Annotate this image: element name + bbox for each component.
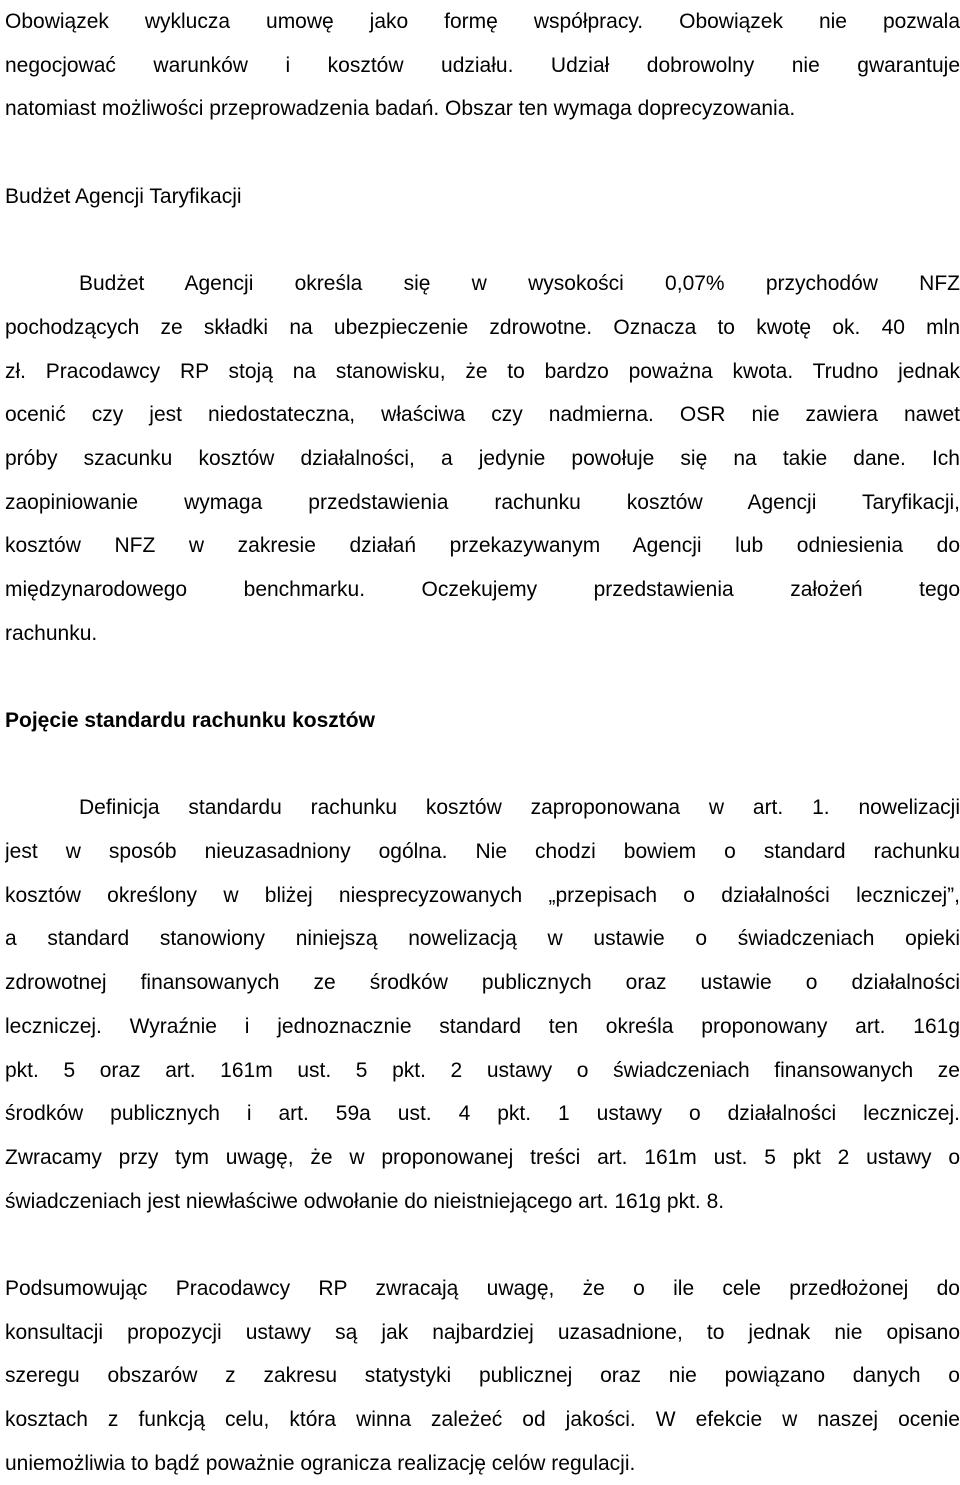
document-page	[5, 0, 960, 1485]
paragraph-line: a standard stanowiony niniejszą nowelizacją w ustawie o świadczeniach opieki	[5, 927, 960, 951]
paragraph-line: rachunku.	[5, 621, 98, 645]
paragraph-line: świadczeniach jest niewłaściwe odwołanie do nieistniejącego art. 161g pkt. 8.	[5, 1189, 725, 1213]
standard-paragraph	[5, 786, 960, 1223]
budget-paragraph	[5, 262, 960, 655]
spacer	[5, 1223, 960, 1267]
paragraph-line: negocjować warunków i kosztów udziału. Udział dobrowolny nie gwarantuje	[5, 53, 960, 77]
paragraph-line: Budżet Agencji określa się w wysokości 0,07% przychodów NFZ	[79, 272, 960, 296]
paragraph-line: Obowiązek wyklucza umowę jako formę współpracy. Obowiązek nie pozwala	[5, 10, 960, 33]
paragraph-line: kosztów NFZ w zakresie działań przekazywanym Agencji lub odniesienia do	[5, 534, 960, 558]
paragraph-line: konsultacji propozycji ustawy są jak najbardziej uzasadnione, to jednak nie opisano	[5, 1320, 960, 1344]
paragraph-line: zł. Pracodawcy RP stoją na stanowisku, że to bardzo poważna kwota. Trudno jednak	[5, 359, 960, 383]
spacer	[5, 131, 960, 175]
paragraph-line: jest w sposób nieuzasadniony ogólna. Nie chodzi bowiem o standard rachunku	[5, 840, 960, 864]
section-heading-standard: Pojęcie standardu rachunku kosztów	[5, 709, 375, 732]
paragraph-line: Podsumowując Pracodawcy RP zwracają uwagę, że o ile cele przedłożonej do	[5, 1276, 960, 1300]
paragraph-line: międzynarodowego benchmarku. Oczekujemy przedstawienia założeń tego	[5, 577, 960, 601]
paragraph-line: kosztów określony w bliżej niesprecyzowanych „przepisach o działalności leczniczej”,	[5, 883, 960, 907]
paragraph-line: leczniczej. Wyraźnie i jednoznacznie standard ten określa proponowany art. 161g	[5, 1014, 960, 1038]
spacer	[5, 218, 960, 262]
paragraph-line: pochodzących ze składki na ubezpieczenie zdrowotne. Oznacza to kwotę ok. 40 mln	[5, 315, 960, 339]
top-paragraph	[5, 0, 960, 131]
paragraph-line: ocenić czy jest niedostateczna, właściwa czy nadmierna. OSR nie zawiera nawet	[5, 403, 960, 427]
paragraph-line: natomiast możliwości przeprowadzenia badań. Obszar ten wymaga doprecyzowania.	[5, 97, 796, 121]
paragraph-line: Zwracamy przy tym uwagę, że w proponowanej treści art. 161m ust. 5 pkt 2 ustawy o	[5, 1145, 960, 1169]
paragraph-line: Definicja standardu rachunku kosztów zaproponowana w art. 1. nowelizacji	[79, 796, 960, 820]
section-heading-budget: Budżet Agencji Taryfikacji	[5, 184, 242, 208]
spacer	[5, 743, 960, 787]
paragraph-line: pkt. 5 oraz art. 161m ust. 5 pkt. 2 ustawy o świadczeniach finansowanych ze	[5, 1058, 960, 1082]
paragraph-line: kosztach z funkcją celu, która winna zależeć od jakości. W efekcie w naszej ocenie	[5, 1408, 960, 1431]
paragraph-line: uniemożliwia to bądź poważnie ogranicza realizację celów regulacji.	[5, 1451, 636, 1475]
paragraph-line: zdrowotnej finansowanych ze środków publicznych oraz ustawie o działalności	[5, 971, 960, 995]
paragraph-line: próby szacunku kosztów działalności, a jedynie powołuje się na takie dane. Ich	[5, 446, 960, 470]
paragraph-line: środków publicznych i art. 59a ust. 4 pkt. 1 ustawy o działalności leczniczej.	[5, 1102, 960, 1126]
paragraph-line: szeregu obszarów z zakresu statystyki publicznej oraz nie powiązano danych o	[5, 1364, 960, 1388]
spacer	[5, 655, 960, 699]
paragraph-line: zaopiniowanie wymaga przedstawienia rachunku kosztów Agencji Taryfikacji,	[5, 490, 960, 514]
summary-paragraph	[5, 1267, 960, 1485]
